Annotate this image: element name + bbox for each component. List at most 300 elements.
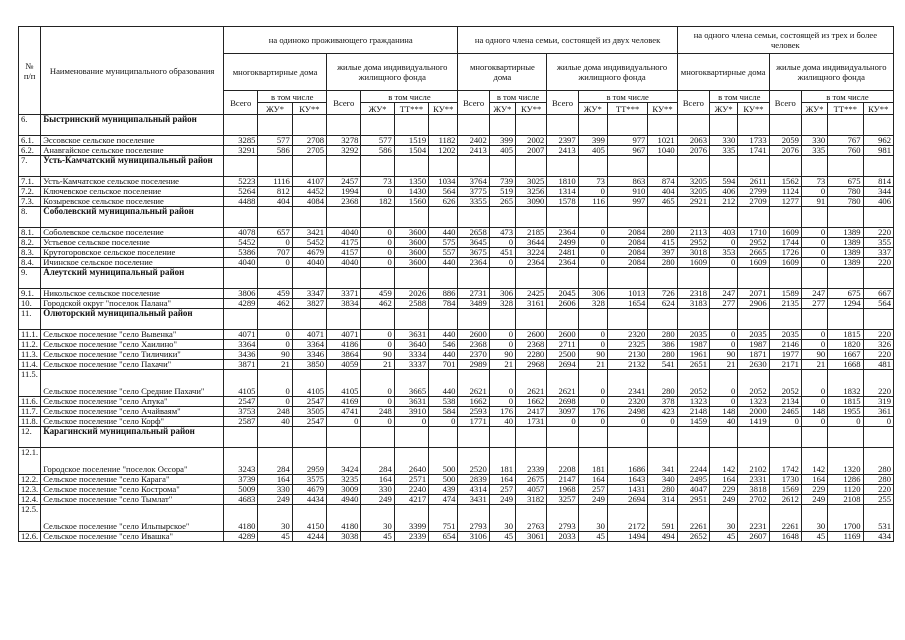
value-cell: 386 — [648, 340, 677, 350]
value-cell: 1286 — [828, 475, 863, 485]
value-cell: 0 — [710, 370, 738, 397]
value-cell: 751 — [429, 505, 458, 532]
value-cell: 0 — [578, 330, 607, 340]
value-cell: 3600 — [394, 238, 428, 248]
value-cell: 1994 — [327, 187, 361, 197]
value-cell: 2113 — [677, 228, 709, 238]
value-cell — [547, 309, 578, 330]
value-cell: 2368 — [458, 340, 489, 350]
value-cell: 4040 — [292, 258, 326, 268]
value-cell: 1609 — [677, 258, 709, 268]
value-cell: 2499 — [547, 238, 578, 248]
value-cell: 280 — [863, 448, 893, 475]
value-cell: 1034 — [429, 177, 458, 187]
value-cell: 4105 — [327, 370, 361, 397]
value-cell: 3910 — [394, 407, 428, 417]
value-cell: 2033 — [547, 532, 578, 542]
table-row — [19, 238, 894, 248]
value-cell: 2989 — [458, 360, 489, 370]
value-cell: 3235 — [327, 475, 361, 485]
value-cell: 3090 — [516, 197, 547, 207]
header-total: Всего — [458, 91, 489, 115]
table-header — [19, 27, 894, 115]
value-cell: 564 — [429, 187, 458, 197]
header-total: Всего — [677, 91, 709, 115]
value-cell: 2547 — [292, 417, 326, 427]
value-cell: 0 — [710, 238, 738, 248]
value-cell — [547, 207, 578, 228]
value-cell: 2952 — [738, 238, 769, 248]
value-cell: 3644 — [516, 238, 547, 248]
value-cell: 1668 — [828, 360, 863, 370]
value-cell: 1609 — [769, 258, 801, 268]
header-zhu: ЖУ* — [258, 103, 292, 115]
row-number: 11.1. — [19, 330, 41, 340]
value-cell: 2171 — [769, 360, 801, 370]
value-cell: 3364 — [292, 340, 326, 350]
row-name: Городской округ "поселок Палана" — [41, 299, 224, 309]
row-name: Сельское поселение "село Кострома" — [41, 485, 224, 495]
table-row — [19, 340, 894, 350]
value-cell: 3243 — [224, 448, 258, 475]
value-cell: 2231 — [738, 505, 769, 532]
header-zhu: ЖУ* — [361, 103, 394, 115]
value-cell: 3018 — [677, 248, 709, 258]
value-cell: 3346 — [292, 350, 326, 360]
value-cell: 249 — [710, 495, 738, 505]
value-cell: 586 — [361, 146, 394, 156]
value-cell: 0 — [801, 340, 827, 350]
value-cell: 423 — [648, 407, 677, 417]
value-cell: 1987 — [677, 340, 709, 350]
value-cell: 3337 — [394, 360, 428, 370]
value-cell: 2495 — [677, 475, 709, 485]
value-cell: 874 — [648, 177, 677, 187]
value-cell: 182 — [361, 197, 394, 207]
value-cell: 1700 — [828, 505, 863, 532]
value-cell — [801, 115, 827, 136]
value-cell: 3421 — [292, 228, 326, 238]
value-cell: 2035 — [677, 330, 709, 340]
row-name: Усть-Камчатское сельское поселение — [41, 177, 224, 187]
value-cell: 3106 — [458, 532, 489, 542]
table-row — [19, 370, 894, 397]
value-cell: 500 — [429, 475, 458, 485]
value-cell: 2547 — [224, 397, 258, 407]
value-cell: 355 — [863, 238, 893, 248]
value-cell: 1560 — [394, 197, 428, 207]
row-number: 6.1. — [19, 136, 41, 146]
district-row — [19, 427, 894, 448]
value-cell: 546 — [429, 340, 458, 350]
value-cell — [394, 427, 428, 448]
value-cell: 0 — [607, 417, 647, 427]
value-cell — [489, 156, 515, 177]
row-number: 12. — [19, 427, 41, 448]
value-cell: 3347 — [292, 289, 326, 299]
row-number: 8.1. — [19, 228, 41, 238]
value-cell: 45 — [361, 532, 394, 542]
value-cell — [769, 207, 801, 228]
value-cell — [828, 115, 863, 136]
value-cell: 280 — [648, 330, 677, 340]
value-cell — [801, 268, 827, 289]
value-cell — [224, 156, 258, 177]
value-cell: 981 — [863, 146, 893, 156]
value-cell: 1730 — [769, 475, 801, 485]
value-cell: 577 — [258, 136, 292, 146]
value-cell: 148 — [801, 407, 827, 417]
value-cell: 0 — [710, 397, 738, 407]
table-row — [19, 448, 894, 475]
value-cell: 1320 — [828, 448, 863, 475]
value-cell: 406 — [710, 187, 738, 197]
value-cell: 4940 — [327, 495, 361, 505]
value-cell — [327, 115, 361, 136]
value-cell: 3827 — [292, 299, 326, 309]
district-row — [19, 207, 894, 228]
value-cell: 3739 — [224, 475, 258, 485]
value-cell — [547, 427, 578, 448]
value-cell: 0 — [361, 238, 394, 248]
value-cell: 4071 — [327, 330, 361, 340]
value-cell: 863 — [607, 177, 647, 187]
value-cell: 2906 — [738, 299, 769, 309]
value-cell: 3285 — [224, 136, 258, 146]
value-cell — [828, 427, 863, 448]
value-cell: 997 — [607, 197, 647, 207]
value-cell: 280 — [648, 258, 677, 268]
value-cell: 2402 — [458, 136, 489, 146]
value-cell: 0 — [361, 187, 394, 197]
value-cell — [710, 115, 738, 136]
value-cell: 440 — [429, 258, 458, 268]
value-cell: 2694 — [547, 360, 578, 370]
value-cell: 344 — [863, 187, 893, 197]
value-cell: 2370 — [458, 350, 489, 360]
value-cell: 397 — [648, 248, 677, 258]
value-cell: 4289 — [224, 299, 258, 309]
value-cell: 1431 — [607, 485, 647, 495]
value-cell: 4084 — [292, 197, 326, 207]
value-cell — [578, 427, 607, 448]
value-cell: 4105 — [292, 370, 326, 397]
value-cell: 780 — [828, 197, 863, 207]
value-cell: 257 — [489, 485, 515, 495]
value-cell — [292, 115, 326, 136]
value-cell: 4040 — [327, 228, 361, 238]
value-cell — [224, 115, 258, 136]
table-row — [19, 177, 894, 187]
value-cell: 4217 — [394, 495, 428, 505]
value-cell: 330 — [710, 136, 738, 146]
value-cell — [361, 427, 394, 448]
row-number: 6. — [19, 115, 41, 136]
value-cell: 4186 — [327, 340, 361, 350]
value-cell — [801, 309, 827, 330]
value-cell: 2705 — [292, 146, 326, 156]
value-cell: 0 — [489, 397, 515, 407]
row-number: 6.2. — [19, 146, 41, 156]
value-cell: 142 — [710, 448, 738, 475]
value-cell: 2731 — [458, 289, 489, 299]
row-name: Усть-Камчатский муниципальный район — [41, 156, 224, 177]
value-cell: 212 — [710, 197, 738, 207]
value-cell: 2240 — [394, 485, 428, 495]
value-cell: 0 — [710, 330, 738, 340]
value-cell: 3257 — [547, 495, 578, 505]
value-cell: 1733 — [738, 136, 769, 146]
table-row — [19, 187, 894, 197]
value-cell — [429, 115, 458, 136]
value-cell: 1871 — [738, 350, 769, 360]
value-cell: 2607 — [738, 532, 769, 542]
value-cell: 657 — [258, 228, 292, 238]
value-cell: 1202 — [429, 146, 458, 156]
value-cell: 30 — [710, 505, 738, 532]
value-cell — [429, 156, 458, 177]
value-cell: 0 — [801, 417, 827, 427]
value-cell: 481 — [863, 360, 893, 370]
value-cell — [458, 427, 489, 448]
value-cell: 280 — [648, 485, 677, 495]
value-cell: 1648 — [769, 532, 801, 542]
value-cell: 2500 — [547, 350, 578, 360]
value-cell: 4047 — [677, 485, 709, 495]
value-cell — [677, 115, 709, 136]
value-cell: 142 — [801, 448, 827, 475]
value-cell: 739 — [489, 177, 515, 187]
value-cell: 257 — [578, 485, 607, 495]
value-cell: 2711 — [547, 340, 578, 350]
value-cell: 1578 — [547, 197, 578, 207]
value-cell: 403 — [710, 228, 738, 238]
value-cell: 90 — [258, 350, 292, 360]
value-cell — [489, 115, 515, 136]
value-cell: 654 — [429, 532, 458, 542]
value-cell: 2341 — [607, 370, 647, 397]
value-cell: 280 — [648, 350, 677, 360]
row-name: Соболевский муниципальный район — [41, 207, 224, 228]
value-cell: 2132 — [607, 360, 647, 370]
value-cell: 2413 — [547, 146, 578, 156]
header-zhu: ЖУ* — [489, 103, 515, 115]
row-number: 12.2. — [19, 475, 41, 485]
value-cell: 494 — [648, 532, 677, 542]
value-cell: 2364 — [547, 258, 578, 268]
row-name: Ичинское сельское поселение — [41, 258, 224, 268]
value-cell: 3775 — [458, 187, 489, 197]
header-group-three: на одного члена семьи, состоящей из трех и более человек — [677, 27, 893, 54]
value-cell: 1977 — [769, 350, 801, 360]
header-tt: ТТ*** — [394, 103, 428, 115]
value-cell: 330 — [258, 485, 292, 495]
value-cell: 181 — [489, 448, 515, 475]
value-cell: 2320 — [607, 330, 647, 340]
value-cell — [361, 156, 394, 177]
value-cell: 2793 — [458, 505, 489, 532]
value-cell: 90 — [801, 350, 827, 360]
row-name: Козыревское сельское поселение — [41, 197, 224, 207]
value-cell: 3224 — [516, 248, 547, 258]
table-row — [19, 397, 894, 407]
value-cell: 3205 — [677, 177, 709, 187]
value-cell — [292, 156, 326, 177]
value-cell — [458, 156, 489, 177]
value-cell: 0 — [578, 228, 607, 238]
value-cell: 440 — [429, 330, 458, 340]
value-cell: 0 — [578, 397, 607, 407]
value-cell: 0 — [258, 340, 292, 350]
value-cell: 0 — [361, 330, 394, 340]
value-cell: 2071 — [738, 289, 769, 299]
value-cell — [769, 156, 801, 177]
value-cell: 335 — [801, 146, 827, 156]
row-name: Соболевское сельское поселение — [41, 228, 224, 238]
value-cell: 1040 — [648, 146, 677, 156]
value-cell — [738, 156, 769, 177]
value-cell: 3371 — [327, 289, 361, 299]
value-cell: 564 — [863, 299, 893, 309]
table-row — [19, 417, 894, 427]
value-cell — [258, 309, 292, 330]
value-cell: 1120 — [828, 485, 863, 495]
value-cell — [394, 207, 428, 228]
value-cell: 335 — [710, 146, 738, 156]
value-cell: 3645 — [458, 238, 489, 248]
value-cell — [863, 207, 893, 228]
value-cell — [801, 207, 827, 228]
row-number: 11.5. — [19, 370, 41, 397]
value-cell: 4452 — [292, 187, 326, 197]
row-name: Ключевское сельское поселение — [41, 187, 224, 197]
value-cell: 1710 — [738, 228, 769, 238]
value-cell — [828, 207, 863, 228]
value-cell — [516, 207, 547, 228]
value-cell: 0 — [801, 330, 827, 340]
value-cell: 220 — [863, 370, 893, 397]
value-cell: 667 — [863, 289, 893, 299]
value-cell: 5386 — [224, 248, 258, 258]
row-name: Сельское поселение "село Корф" — [41, 417, 224, 427]
value-cell: 4059 — [327, 360, 361, 370]
value-cell — [863, 309, 893, 330]
row-name: Алеутский муниципальный район — [41, 268, 224, 289]
header-houses: жилые дома индивидуального жилищного фонда — [769, 54, 893, 91]
row-name: Сельское поселение "село Средние Пахачи" — [41, 370, 224, 397]
row-number: 12.5. — [19, 505, 41, 532]
value-cell: 2076 — [677, 146, 709, 156]
value-cell: 2651 — [677, 360, 709, 370]
value-cell: 4289 — [224, 532, 258, 542]
value-cell: 0 — [801, 187, 827, 197]
row-name: Сельское поселение "село Ильпырское" — [41, 505, 224, 532]
value-cell: 3424 — [327, 448, 361, 475]
value-cell — [607, 309, 647, 330]
value-cell — [578, 115, 607, 136]
value-cell: 326 — [863, 340, 893, 350]
value-cell — [578, 309, 607, 330]
value-cell: 337 — [863, 248, 893, 258]
value-cell: 148 — [710, 407, 738, 417]
value-cell — [292, 207, 326, 228]
value-cell: 341 — [648, 448, 677, 475]
value-cell — [710, 268, 738, 289]
header-zhu: ЖУ* — [801, 103, 827, 115]
value-cell: 2035 — [769, 330, 801, 340]
value-cell: 2611 — [738, 177, 769, 187]
value-cell: 591 — [648, 505, 677, 532]
value-cell: 2665 — [738, 248, 769, 258]
value-cell: 248 — [258, 407, 292, 417]
value-cell: 541 — [648, 360, 677, 370]
value-cell: 306 — [489, 289, 515, 299]
value-cell: 4078 — [224, 228, 258, 238]
value-cell — [677, 427, 709, 448]
value-cell — [677, 207, 709, 228]
value-cell: 814 — [863, 177, 893, 187]
value-cell — [516, 156, 547, 177]
value-cell: 284 — [258, 448, 292, 475]
row-name: Крутогоровское сельское поселение — [41, 248, 224, 258]
row-name: Сельское поселение "село Карага" — [41, 475, 224, 485]
value-cell: 1662 — [516, 397, 547, 407]
value-cell: 3038 — [327, 532, 361, 542]
value-cell: 2593 — [458, 407, 489, 417]
value-cell: 399 — [578, 136, 607, 146]
row-number: 8. — [19, 207, 41, 228]
value-cell: 2921 — [677, 197, 709, 207]
table-row — [19, 258, 894, 268]
value-cell: 2658 — [458, 228, 489, 238]
value-cell: 4175 — [327, 238, 361, 248]
value-cell — [327, 156, 361, 177]
value-cell: 248 — [361, 407, 394, 417]
value-cell — [429, 427, 458, 448]
value-cell: 0 — [361, 340, 394, 350]
value-cell — [648, 268, 677, 289]
value-cell: 1419 — [738, 417, 769, 427]
value-cell: 2630 — [738, 360, 769, 370]
value-cell — [224, 427, 258, 448]
value-cell: 406 — [863, 197, 893, 207]
value-cell: 2621 — [547, 370, 578, 397]
value-cell: 500 — [429, 448, 458, 475]
value-cell: 340 — [648, 475, 677, 485]
value-cell: 0 — [489, 330, 515, 340]
value-cell: 30 — [578, 505, 607, 532]
district-row — [19, 309, 894, 330]
value-cell — [458, 207, 489, 228]
value-cell: 1169 — [828, 532, 863, 542]
row-number: 10. — [19, 299, 41, 309]
value-cell: 255 — [863, 495, 893, 505]
row-number: 7.3. — [19, 197, 41, 207]
value-cell: 1389 — [828, 248, 863, 258]
value-cell — [863, 156, 893, 177]
value-cell — [429, 207, 458, 228]
value-cell: 2318 — [677, 289, 709, 299]
value-cell: 1771 — [458, 417, 489, 427]
value-cell — [801, 156, 827, 177]
value-cell: 1955 — [828, 407, 863, 417]
value-cell: 21 — [258, 360, 292, 370]
header-incl: в том числе — [489, 91, 547, 103]
value-cell: 306 — [578, 289, 607, 299]
value-cell — [607, 427, 647, 448]
value-cell: 2130 — [607, 350, 647, 360]
value-cell: 3061 — [516, 532, 547, 542]
